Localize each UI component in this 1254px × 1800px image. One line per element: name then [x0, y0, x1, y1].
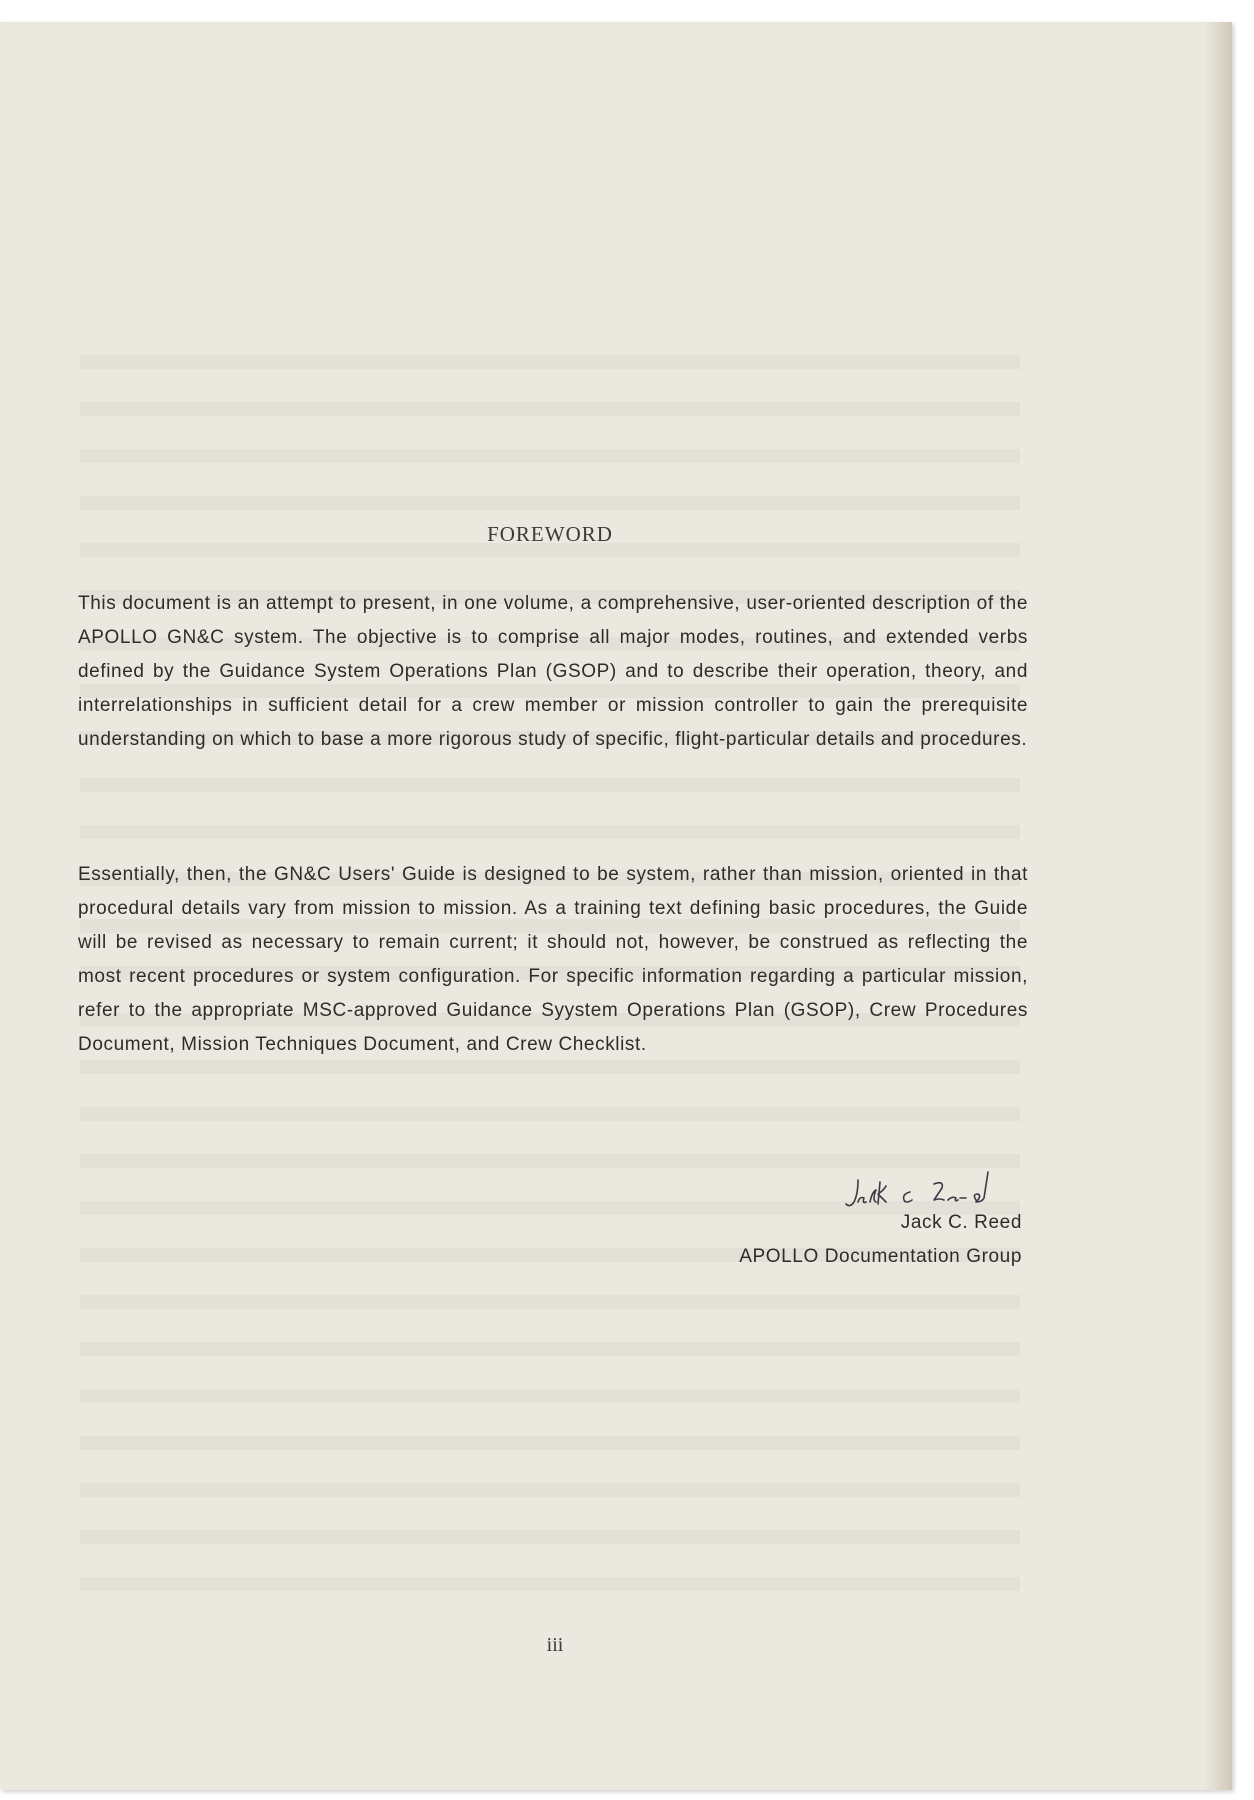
paragraph-2: Essentially, then, the GN&C Users' Guide is designed to be system, rather than mission, oriented in that procedural details vary from mission to mission. As a training text defining basic procedures, the Guide will be revised as necessary to remain current; it should not, however, be construed as reflecting the most recent procedures or system configuration. For specific information regarding a particular mission, refer to the appropriate MSC-approved Guidance Syystem Operations Plan (GSOP), Crew Procedures Document, Mission Techniques Document, and Crew Checklist. [78, 864, 1028, 1055]
paragraph-1-block [78, 587, 1028, 757]
handwritten-signature [838, 1162, 1038, 1217]
document-page [0, 22, 1232, 1790]
paragraph-1: This document is an attempt to present, in one volume, a comprehensive, user-oriented description of the APOLLO GN&C system. The objective is to comprise all major modes, routines, and extended verbs defined by the Guidance System Operations Plan (GSOP) and to describe their operation, theory, and interrelationships in sufficient detail for a crew member or mission controller to gain the prerequisite understanding on which to base a more rigorous study of specific, flight-particular details and procedures. [78, 593, 1028, 750]
signatory-name: Jack C. Reed [900, 1212, 1022, 1233]
signatory-group: APOLLO Documentation Group [739, 1246, 1022, 1267]
page-edge [1204, 22, 1232, 1790]
paragraph-2-block [78, 858, 1028, 1062]
page-title: FOREWORD [487, 522, 613, 546]
page-number: iii [546, 1634, 564, 1656]
